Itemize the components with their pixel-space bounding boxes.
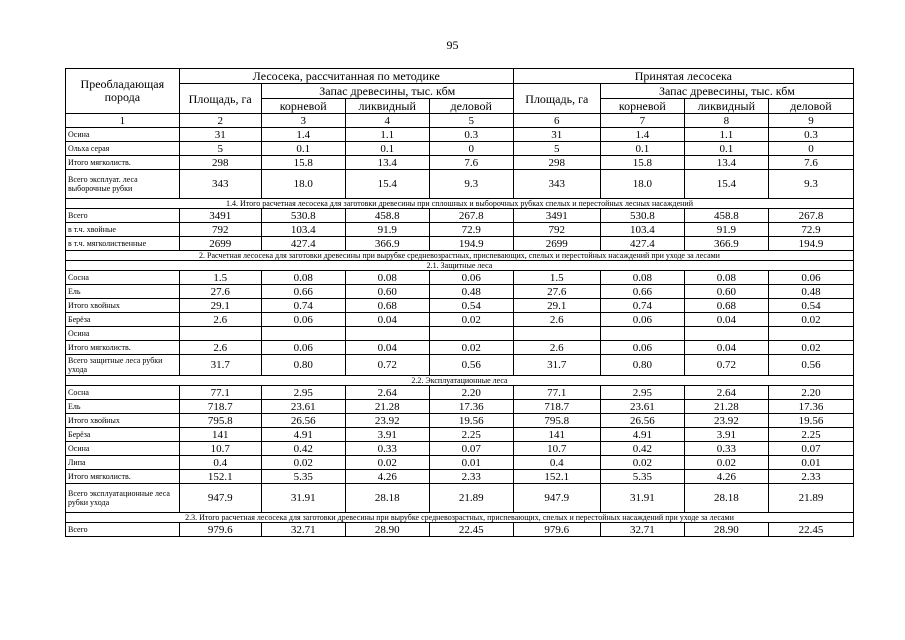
column-number: 7 [600,114,684,128]
table-cell: 32.71 [261,523,345,537]
table-cell: 0.06 [768,271,853,285]
table-cell: 4.26 [345,470,429,484]
table-cell: 1.4 [261,128,345,142]
table-cell: 9.3 [429,170,513,199]
table-cell: 23.61 [261,400,345,414]
table-cell: 0.66 [600,285,684,299]
table-cell: 0.80 [600,355,684,376]
table-cell: 0.72 [684,355,768,376]
table-cell: 19.56 [429,414,513,428]
area-header: Площадь, га [179,84,261,114]
table-cell: 4.26 [684,470,768,484]
table-cell: 2.95 [600,386,684,400]
table-cell: 0.01 [429,456,513,470]
species-label: Сосна [66,271,180,285]
table-row [66,414,854,428]
species-label: Итого мягколиств. [66,470,180,484]
table-cell [768,327,853,341]
table-cell: 366.9 [345,237,429,251]
table-cell: 5.35 [600,470,684,484]
table-cell: 2.95 [261,386,345,400]
table-cell: 77.1 [513,386,600,400]
table-cell: 1.1 [345,128,429,142]
table-row [66,470,854,484]
table-cell: 0.04 [345,341,429,355]
table-cell: 947.9 [179,484,261,513]
table-cell: 366.9 [684,237,768,251]
table-cell: 7.6 [429,156,513,170]
species-header: Преобладающая порода [66,69,180,114]
table-cell: 795.8 [513,414,600,428]
table-cell: 0.02 [768,341,853,355]
column-number: 9 [768,114,853,128]
species-label: Всего эксплуат. леса выборочные рубки [66,170,180,199]
table-cell: 9.3 [768,170,853,199]
table-cell: 141 [513,428,600,442]
table-cell: 15.4 [684,170,768,199]
table-cell: 31 [179,128,261,142]
table-cell: 0.02 [429,341,513,355]
table-cell: 2.64 [345,386,429,400]
table-cell: 77.1 [179,386,261,400]
table-cell: 1.5 [513,271,600,285]
table-cell: 0.4 [513,456,600,470]
table-cell: 0.42 [261,442,345,456]
table-cell: 979.6 [179,523,261,537]
table-cell: 21.89 [768,484,853,513]
table-cell: 26.56 [600,414,684,428]
table-cell: 2699 [513,237,600,251]
table-cell: 103.4 [600,223,684,237]
table-row [66,400,854,414]
table-cell: 22.45 [429,523,513,537]
table-cell: 0.56 [429,355,513,376]
species-label: в т.ч. мягколиственные [66,237,180,251]
table-cell: 530.8 [600,209,684,223]
table-cell: 0.01 [768,456,853,470]
table-cell: 0.48 [768,285,853,299]
column-number: 8 [684,114,768,128]
table-cell: 19.56 [768,414,853,428]
table-cell: 32.71 [600,523,684,537]
table-cell: 27.6 [179,285,261,299]
species-label: Итого хвойных [66,299,180,313]
table-cell: 0.33 [345,442,429,456]
table-cell: 0.02 [768,313,853,327]
table-row [66,386,854,400]
species-label: Берёза [66,428,180,442]
table-cell: 152.1 [179,470,261,484]
table-cell: 458.8 [684,209,768,223]
table-cell: 0.1 [600,142,684,156]
table-cell: 103.4 [261,223,345,237]
table-cell: 0.08 [684,271,768,285]
stock-header: Запас древесины, тыс. кбм [600,84,853,99]
column-number: 2 [179,114,261,128]
table-row [66,313,854,327]
table-cell: 267.8 [429,209,513,223]
column-number: 1 [66,114,180,128]
section-title: 2.2. Эксплуатационные леса [66,376,854,386]
table-cell: 27.6 [513,285,600,299]
species-label: Сосна [66,386,180,400]
table-cell: 0.56 [768,355,853,376]
table-cell: 0 [429,142,513,156]
calculated-header: Лесосека, рассчитанная по методике [179,69,513,84]
table-cell: 3.91 [684,428,768,442]
species-label: Осина [66,442,180,456]
table-cell [600,327,684,341]
table-cell: 10.7 [179,442,261,456]
root-header: корневой [261,99,345,114]
table-cell: 4.91 [261,428,345,442]
species-label: Берёза [66,313,180,327]
species-label: Итого мягколиств. [66,341,180,355]
column-number: 4 [345,114,429,128]
table-cell: 792 [179,223,261,237]
table-cell: 0.07 [768,442,853,456]
table-cell: 2.6 [513,313,600,327]
species-label: Всего защитные леса рубки ухода [66,355,180,376]
table-cell: 0.02 [429,313,513,327]
table-cell: 0.54 [768,299,853,313]
table-cell: 0.80 [261,355,345,376]
table-cell: 0.1 [345,142,429,156]
table-row [66,428,854,442]
table-cell [179,327,261,341]
column-number: 3 [261,114,345,128]
species-label: Всего [66,209,180,223]
table-cell: 0.06 [261,313,345,327]
table-cell: 718.7 [513,400,600,414]
table-cell: 427.4 [600,237,684,251]
species-label: Всего [66,523,180,537]
table-cell: 0.08 [345,271,429,285]
table-row [66,237,854,251]
table-cell: 1.5 [179,271,261,285]
column-number: 6 [513,114,600,128]
table-cell [513,327,600,341]
table-cell: 21.28 [345,400,429,414]
table-cell: 91.9 [684,223,768,237]
table-row [66,170,854,199]
table-cell: 15.4 [345,170,429,199]
table-cell: 17.36 [768,400,853,414]
section-title: 1.4. Итого расчетная лесосека для заготовки древесины при сплошных и выборочных рубках спелых и перестойных лесных насаждений [66,199,854,209]
table-cell: 427.4 [261,237,345,251]
table-cell: 947.9 [513,484,600,513]
section-row [66,513,854,523]
table-cell: 343 [513,170,600,199]
table-cell: 141 [179,428,261,442]
table-row [66,341,854,355]
table-cell: 21.89 [429,484,513,513]
table-row [66,299,854,313]
table-cell: 22.45 [768,523,853,537]
table-row [66,355,854,376]
table-cell: 0.3 [768,128,853,142]
table-row [66,271,854,285]
table-cell: 2.20 [768,386,853,400]
table-cell: 18.0 [600,170,684,199]
table-cell: 17.36 [429,400,513,414]
table-row [66,223,854,237]
section-row [66,376,854,386]
table-cell: 298 [179,156,261,170]
table-cell: 0.60 [684,285,768,299]
liquid-header: ликвидный [684,99,768,114]
table-cell: 0.60 [345,285,429,299]
table-cell: 0.68 [345,299,429,313]
section-row [66,261,854,271]
table-cell: 0 [768,142,853,156]
table-row [66,456,854,470]
table-cell: 2.25 [429,428,513,442]
species-label: Осина [66,128,180,142]
table-cell: 194.9 [429,237,513,251]
table-cell: 0.08 [600,271,684,285]
table-cell [429,327,513,341]
table-cell: 795.8 [179,414,261,428]
species-label: Всего эксплуатационные леса рубки ухода [66,484,180,513]
table-cell: 0.06 [261,341,345,355]
table-cell: 2.25 [768,428,853,442]
table-cell: 3491 [513,209,600,223]
species-label: Итого мягколиств. [66,156,180,170]
table-cell: 0.66 [261,285,345,299]
table-cell: 28.90 [345,523,429,537]
table-cell: 31.7 [179,355,261,376]
table-cell: 0.74 [600,299,684,313]
table-cell: 28.18 [684,484,768,513]
species-label: Липа [66,456,180,470]
table-cell: 23.61 [600,400,684,414]
table-cell: 2.33 [429,470,513,484]
column-number: 5 [429,114,513,128]
table-cell: 0.68 [684,299,768,313]
forest-harvest-table [65,68,854,537]
business-header: деловой [768,99,853,114]
table-cell: 0.08 [261,271,345,285]
liquid-header: ликвидный [345,99,429,114]
table-cell: 0.4 [179,456,261,470]
table-cell: 4.91 [600,428,684,442]
table-cell: 298 [513,156,600,170]
table-cell: 458.8 [345,209,429,223]
table-cell: 0.3 [429,128,513,142]
table-cell: 0.33 [684,442,768,456]
table-cell: 29.1 [513,299,600,313]
table-cell: 3491 [179,209,261,223]
table-cell: 2.20 [429,386,513,400]
table-cell: 18.0 [261,170,345,199]
table-cell: 2699 [179,237,261,251]
table-cell: 0.02 [345,456,429,470]
table-cell: 0.02 [600,456,684,470]
table-row [66,285,854,299]
table-row [66,484,854,513]
table-cell [261,327,345,341]
accepted-header: Принятая лесосека [513,69,853,84]
table-row [66,128,854,142]
table-cell: 0.54 [429,299,513,313]
table-cell: 152.1 [513,470,600,484]
stock-header: Запас древесины, тыс. кбм [261,84,513,99]
table-cell: 28.90 [684,523,768,537]
species-label: Осина [66,327,180,341]
table-cell: 23.92 [684,414,768,428]
table-cell: 5 [513,142,600,156]
column-numbers-row [66,114,854,128]
table-cell: 13.4 [684,156,768,170]
table-cell: 26.56 [261,414,345,428]
area-header: Площадь, га [513,84,600,114]
table-cell: 10.7 [513,442,600,456]
table-cell: 7.6 [768,156,853,170]
table-cell: 530.8 [261,209,345,223]
table-cell: 1.4 [600,128,684,142]
table-cell: 0.06 [600,341,684,355]
table-cell: 0.72 [345,355,429,376]
section-title: 2.3. Итого расчетная лесосека для заготовки древесины при вырубке средневозрастных, приспевающих, спелых и перестойных насаждений при уходе за лесами [66,513,854,523]
table-cell: 2.6 [179,341,261,355]
table-cell: 15.8 [261,156,345,170]
section-row [66,251,854,261]
table-cell: 31.7 [513,355,600,376]
table-cell: 792 [513,223,600,237]
species-label: в т.ч. хвойные [66,223,180,237]
table-cell: 31.91 [261,484,345,513]
table-cell: 15.8 [600,156,684,170]
table-row [66,156,854,170]
table-cell: 0.04 [684,341,768,355]
table-cell: 343 [179,170,261,199]
table-cell: 0.02 [684,456,768,470]
table-cell: 28.18 [345,484,429,513]
table-cell: 72.9 [768,223,853,237]
table-cell: 5.35 [261,470,345,484]
table-cell: 267.8 [768,209,853,223]
table-cell: 0.1 [684,142,768,156]
business-header: деловой [429,99,513,114]
species-label: Итого хвойных [66,414,180,428]
table-cell: 0.74 [261,299,345,313]
table-cell: 5 [179,142,261,156]
species-label: Ель [66,285,180,299]
table-cell: 0.04 [345,313,429,327]
table-cell: 31.91 [600,484,684,513]
table-cell: 0.02 [261,456,345,470]
table-cell [345,327,429,341]
table-cell: 2.64 [684,386,768,400]
table-row [66,442,854,456]
species-label: Ольха серая [66,142,180,156]
table-cell: 13.4 [345,156,429,170]
table-cell: 31 [513,128,600,142]
table-cell: 0.06 [429,271,513,285]
section-title: 2. Расчетная лесосека для заготовки древесины при вырубке средневозрастных, приспевающих, спелых и перестойных насаждений при уходе за лесами [66,251,854,261]
species-label: Ель [66,400,180,414]
section-title: 2.1. Защитные леса [66,261,854,271]
table-cell: 718.7 [179,400,261,414]
page-number: 95 [446,38,459,52]
section-row [66,199,854,209]
table-cell: 72.9 [429,223,513,237]
table-cell: 1.1 [684,128,768,142]
table-row [66,327,854,341]
table-row [66,523,854,537]
table-cell: 3.91 [345,428,429,442]
table-cell: 0.07 [429,442,513,456]
table-cell: 979.6 [513,523,600,537]
table-cell: 2.33 [768,470,853,484]
table-cell: 21.28 [684,400,768,414]
table-cell: 0.42 [600,442,684,456]
root-header: корневой [600,99,684,114]
table-row [66,209,854,223]
table-cell [684,327,768,341]
table-cell: 194.9 [768,237,853,251]
table-cell: 2.6 [179,313,261,327]
table-cell: 0.48 [429,285,513,299]
table-cell: 29.1 [179,299,261,313]
table-cell: 0.04 [684,313,768,327]
table-cell: 91.9 [345,223,429,237]
table-cell: 2.6 [513,341,600,355]
table-cell: 0.06 [600,313,684,327]
table-cell: 0.1 [261,142,345,156]
table-row [66,142,854,156]
table-cell: 23.92 [345,414,429,428]
